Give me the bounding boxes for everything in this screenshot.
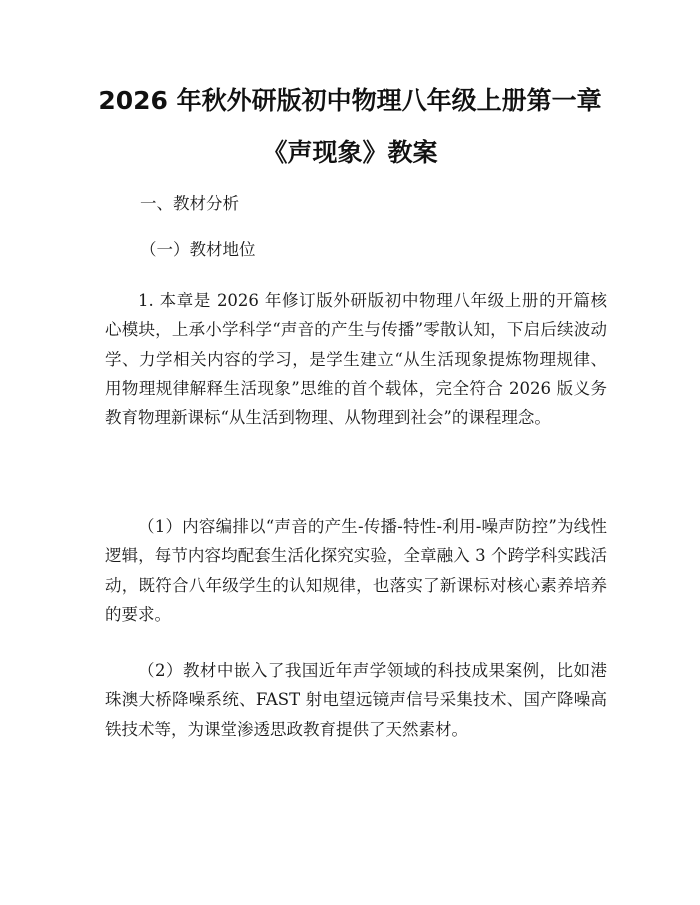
paragraph-2: （1）内容编排以“声音的产生-传播-特性-利用-噪声防控”为线性逻辑，每节内容均配套生活化探究实验，全章融入 3 个跨学科实践活动，既符合八年级学生的认知规律，也落实了新课标对核心素养培养的要求。	[105, 517, 607, 624]
paragraph-3: （2）教材中嵌入了我国近年声学领域的科技成果案例，比如港珠澳大桥降噪系统、FAST 射电望远镜声信号采集技术、国产降噪高铁技术等，为课堂渗透思政教育提供了天然素材。	[105, 661, 607, 739]
paragraph-1: 1. 本章是 2026 年修订版外研版初中物理八年级上册的开篇核心模块，上承小学科学“声音的产生与传播”零散认知，下启后续波动学、力学相关内容的学习，是学生建立“从生活现象提炼物理规律、用物理规律解释生活现象”思维的首个载体，完全符合 2026 版义务教育物理新课标“从生活到物理、从物理到社会”的课程理念。	[105, 291, 607, 428]
document-title-line-1: 2026 年秋外研版初中物理八年级上册第一章	[98, 86, 602, 115]
document-title-line-2: 《声现象》教案	[262, 138, 438, 167]
subsection-heading: （一）教材地位	[140, 240, 256, 259]
section-heading: 一、教材分析	[140, 194, 239, 213]
